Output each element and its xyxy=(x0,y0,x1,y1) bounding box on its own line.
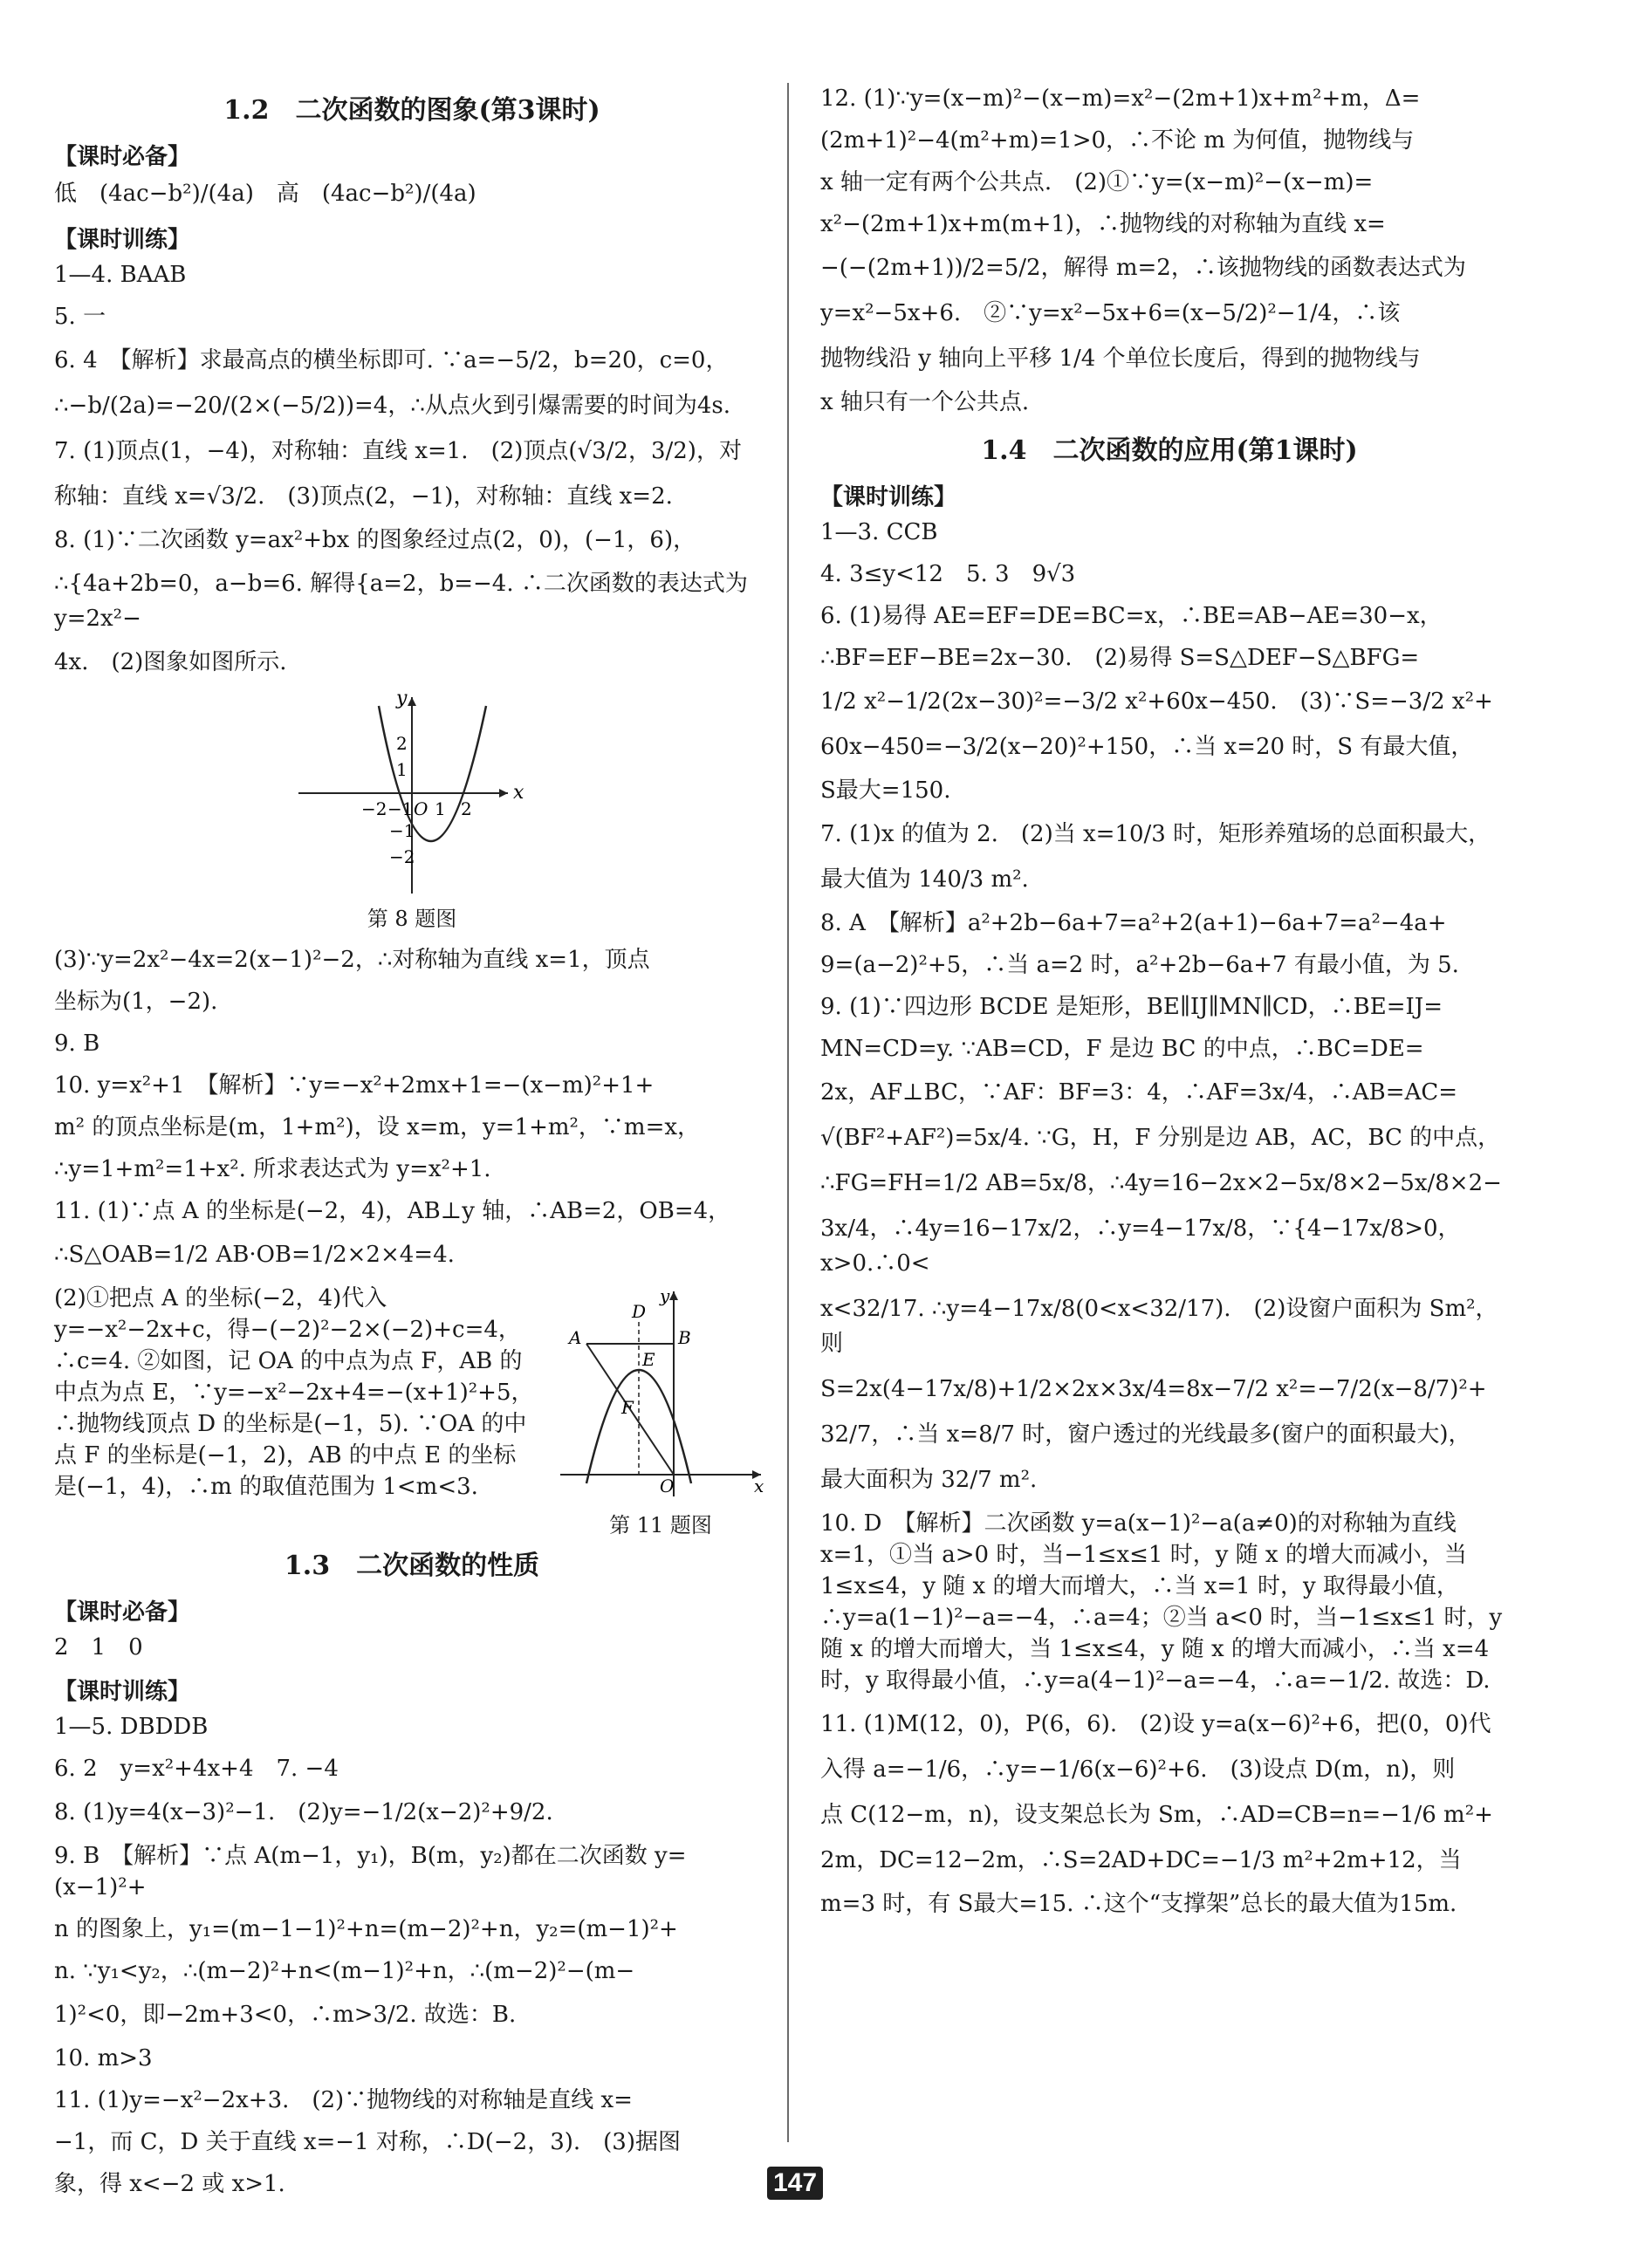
answer-line: n 的图象上，y₁=(m−1−1)²+n=(m−2)²+n，y₂=(m−1)²+ xyxy=(54,1916,678,1942)
answer-line: 8. (1)∵二次函数 y=ax²+bx 的图象经过点(2，0)，(−1，6)， xyxy=(54,527,696,553)
label: y xyxy=(660,1285,670,1306)
label: D xyxy=(632,1301,647,1322)
answer-line: 10. m>3 xyxy=(54,2045,153,2071)
answer-line: 1/2 x²−1/2(2x−30)²=−3/2 x²+60x−450. (3)∵S=−3/2 x²+ xyxy=(820,688,1493,715)
answer-line: 12. (1)∵y=(x−m)²−(x−m)=x²−(2m+1)x+m²+m，Δ= xyxy=(820,86,1421,112)
tick-y: −2 xyxy=(389,846,415,867)
tag-train: 【课时训练】 xyxy=(54,227,191,253)
answer-line: 1)²<0，即−2m+3<0，∴m>3/2. 故选：B. xyxy=(54,2002,517,2028)
answer-line: ∴FG=FH=1/2 AB=5x/8，∴4y=16−2x×2−5x/8×2−5x/8×2− xyxy=(820,1170,1502,1196)
right-column xyxy=(820,83,1518,1930)
answer-line: (3)∵y=2x²−4x=2(x−1)²−2，∴对称轴为直线 x=1，顶点 xyxy=(54,947,650,973)
tag-train: 【课时训练】 xyxy=(820,484,957,510)
tag-train: 【课时训练】 xyxy=(54,1679,191,1705)
answer-line: 2 1 0 xyxy=(54,1634,143,1661)
answer-line: x 轴一定有两个公共点. (2)①∵y=(x−m)²−(x−m)= xyxy=(820,169,1374,195)
answer-line: 8. A 【解析】a²+2b−6a+7=a²+2(a+1)−6a+7=a²−4a+ xyxy=(820,910,1447,936)
section-title-1-3: 1.3 二次函数的性质 xyxy=(284,1551,540,1581)
answer-line: 坐标为(1，−2). xyxy=(54,989,218,1015)
label: O xyxy=(660,1476,675,1496)
answer-line: 1—5. DBDDB xyxy=(54,1714,209,1740)
label: B xyxy=(678,1327,691,1348)
page-number: 147 xyxy=(767,2167,823,2200)
origin-label: O xyxy=(414,798,428,819)
tick-x: −1 xyxy=(387,798,414,819)
answer-line: ∴−b/(2a)=−20/(2×(−5/2))=4，∴从点火到引爆需要的时间为4s. xyxy=(54,393,731,419)
tag-must: 【课时必备】 xyxy=(54,1599,191,1626)
answer-line: 6. 4 【解析】求最高点的横坐标即可. ∵a=−5/2，b=20，c=0， xyxy=(54,347,729,373)
answer-line: 4x. (2)图象如图所示. xyxy=(54,649,287,675)
answer-line: 4. 3≤y<12 5. 3 9√3 xyxy=(820,561,1076,587)
answer-line: 9. B 【解析】∵点 A(m−1，y₁)，B(m，y₂)都在二次函数 y=(x−1)²+ xyxy=(54,1843,687,1900)
answer-line: 9. (1)∵四边形 BCDE 是矩形，BE∥IJ∥MN∥CD，∴BE=IJ= xyxy=(820,994,1443,1020)
answer-line: 2x，AF⊥BC，∵AF：BF=3：4，∴AF=3x/4，∴AB=AC= xyxy=(820,1079,1458,1106)
answer-line: 9=(a−2)²+5，∴当 a=2 时，a²+2b−6a+7 有最小值，为 5. xyxy=(820,952,1459,978)
answer-line: ∴S△OAB=1/2 AB·OB=1/2×2×4=4. xyxy=(54,1242,455,1268)
label: A xyxy=(569,1327,582,1348)
answer-line: √(BF²+AF²)=5x/4. ∵G，H，F 分别是边 AB，AC，BC 的中点， xyxy=(820,1125,1501,1151)
answer-line: 6. 2 y=x²+4x+4 7. −4 xyxy=(54,1756,339,1782)
figure-8-graph xyxy=(54,688,770,898)
answer-line: 3x/4，∴4y=16−17x/2，∴y=4−17x/8，∵{4−17x/8>0，x>0.∴0< xyxy=(820,1215,1461,1277)
answer-line: 入得 a=−1/6，∴y=−1/6(x−6)²+6. (3)设点 D(m，n)，则 xyxy=(820,1756,1456,1783)
answer-paragraph: (2)①把点 A 的坐标(−2，4)代入 y=−x²−2x+c，得−(−2)²−2×(−2)+c=4，∴c=4. ②如图，记 OA 的中点为点 F，AB 的中点为点 E，∵y=−x²−2x+4=−(x+1)²+5，∴抛物线顶点 D 的坐标是(−1，5). ∵OA 的中点 F 的坐标是(−1，2)，AB 的中点 E 的坐标是(−1，4)，∴m 的取值范围为 1<m<3. xyxy=(54,1285,534,1500)
section-title-1-4: 1.4 二次函数的应用(第1课时) xyxy=(981,435,1358,466)
answer-line: −1，而 C，D 关于直线 x=−1 对称，∴D(−2，3). (3)据图 xyxy=(54,2129,681,2155)
answer-line: 32/7，∴当 x=8/7 时，窗户透过的光线最多(窗户的面积最大)， xyxy=(820,1421,1471,1448)
tag-must: 【课时必备】 xyxy=(54,144,191,170)
figure-caption: 第 11 题图 xyxy=(609,1513,712,1537)
axis-y-label: y xyxy=(396,688,408,709)
label: F xyxy=(621,1397,634,1418)
answer-line: 11. (1)∵点 A 的坐标是(−2，4)，AB⊥y 轴，∴AB=2，OB=4， xyxy=(54,1198,731,1224)
answer-line: x²−(2m+1)x+m(m+1)，∴抛物线的对称轴为直线 x= xyxy=(820,211,1386,237)
tick-x: 1 xyxy=(435,798,446,819)
answer-line: 5. 一 xyxy=(54,304,106,330)
answer-line: 称轴：直线 x=√3/2. (3)顶点(2，−1)，对称轴：直线 x=2. xyxy=(54,483,673,510)
answer-line: ∴{4a+2b=0，a−b=6. 解得{a=2，b=−4. ∴二次函数的表达式为 y=2x²− xyxy=(54,571,756,632)
figure-11-block xyxy=(54,1283,770,1538)
answer-line: −(−(2m+1))/2=5/2，解得 m=2，∴该抛物线的函数表达式为 xyxy=(820,255,1466,281)
left-column xyxy=(54,83,770,2210)
answer-line: 60x−450=−3/2(x−20)²+150，∴当 x=20 时，S 有最大值， xyxy=(820,734,1474,760)
column-divider xyxy=(787,83,789,2142)
answer-line: (2m+1)²−4(m²+m)=1>0，∴不论 m 为何值，抛物线与 xyxy=(820,127,1415,154)
answer-paragraph: 10. D 【解析】二次函数 y=a(x−1)²−a(a≠0)的对称轴为直线 x=1，①当 a>0 时，当−1≤x≤1 时，y 随 x 的增大而减小，当 1≤x≤4，y 随 x 的增大而增大，∴当 x=1 时，y 取得最小值，∴y=a(1−1)²−a=−4，∴a=4；②当 a<0 时，当−1≤x≤1 时，y 随 x 的增大而增大，当 1≤x≤4，y 随 x 的增大而减小，∴当 x=4 时，y 取得最小值，∴y=a(4−1)²−a=−4，∴a=−1/2. 故选：D. xyxy=(820,1510,1510,1694)
answer-line: 点 C(12−m，n)，设支架总长为 Sm，∴AD=CB=n=−1/6 m²+ xyxy=(820,1802,1493,1828)
answer-line: m² 的顶点坐标是(m，1+m²)，设 x=m，y=1+m²，∵m=x， xyxy=(54,1114,701,1140)
answer-line: x<32/17. ∴y=4−17x/8(0<x<32/17). (2)设窗户面积为 Sm²，则 xyxy=(820,1296,1498,1357)
section-title-1-2: 1.2 二次函数的图象(第3课时) xyxy=(223,95,600,126)
answer-line: 11. (1)M(12，0)，P(6，6). (2)设 y=a(x−6)²+6，把(0，0)代 xyxy=(820,1711,1491,1737)
label: x xyxy=(754,1476,764,1496)
answer-line: 1—4. BAAB xyxy=(54,262,187,288)
answer-line: 1—3. CCB xyxy=(820,519,938,545)
figure-11 xyxy=(552,1283,770,1538)
answer-line: y=x²−5x+6. ②∵y=x²−5x+6=(x−5/2)²−1/4，∴该 xyxy=(820,300,1401,326)
answer-line: x 轴只有一个公共点. xyxy=(820,389,1030,415)
answer-line: S=2x(4−17x/8)+1/2×2x×3x/4=8x−7/2 x²=−7/2(x−8/7)²+ xyxy=(820,1376,1487,1402)
answer-line: 9. B xyxy=(54,1031,100,1057)
answer-line: m=3 时，有 S最大=15. ∴这个“支撑架”总长的最大值为15m. xyxy=(820,1891,1457,1917)
tick-x: −2 xyxy=(361,798,387,819)
answer-line: 2m，DC=12−2m，∴S=2AD+DC=−1/3 m²+2m+12，当 xyxy=(820,1847,1462,1873)
answer-line: n. ∵y₁<y₂，∴(m−2)²+n<(m−1)²+n，∴(m−2)²−(m− xyxy=(54,1958,635,1984)
axis-x-label: x xyxy=(513,782,524,804)
tick-y: 1 xyxy=(396,759,408,780)
answer-line: 11. (1)y=−x²−2x+3. (2)∵抛物线的对称轴是直线 x= xyxy=(54,2087,633,2113)
answer-line: 象，得 x<−2 或 x>1. xyxy=(54,2171,285,2197)
answer-line: 最大面积为 32/7 m². xyxy=(820,1467,1038,1493)
answer-line: 抛物线沿 y 轴向上平移 1/4 个单位长度后，得到的抛物线与 xyxy=(820,346,1421,372)
answer-line: ∴BF=EF−BE=2x−30. (2)易得 S=S△DEF−S△BFG= xyxy=(820,645,1420,671)
answer-line: 6. (1)易得 AE=EF=DE=BC=x，∴BE=AB−AE=30−x， xyxy=(820,603,1443,629)
answer-line: 8. (1)y=4(x−3)²−1. (2)y=−1/2(x−2)²+9/2. xyxy=(54,1799,553,1825)
tick-y: 2 xyxy=(396,733,408,754)
figure-8 xyxy=(54,688,770,932)
answer-line: 低 (4ac−b²)/(4a) 高 (4ac−b²)/(4a) xyxy=(54,181,476,207)
label: E xyxy=(642,1349,655,1370)
figure-caption: 第 8 题图 xyxy=(367,907,457,931)
answer-line: ∴y=1+m²=1+x². 所求表达式为 y=x²+1. xyxy=(54,1156,491,1182)
answer-line: MN=CD=y. ∵AB=CD，F 是边 BC 的中点，∴BC=DE= xyxy=(820,1036,1424,1062)
answer-line: S最大=150. xyxy=(820,777,951,804)
answer-line: 10. y=x²+1 【解析】∵y=−x²+2mx+1=−(x−m)²+1+ xyxy=(54,1072,655,1099)
answer-line: 7. (1)顶点(1，−4)，对称轴：直线 x=1. (2)顶点(√3/2，3/2)，对 xyxy=(54,438,742,464)
answer-line: 最大值为 140/3 m². xyxy=(820,866,1029,893)
tick-y: −1 xyxy=(389,820,415,841)
answer-line: 7. (1)x 的值为 2. (2)当 x=10/3 时，矩形养殖场的总面积最大， xyxy=(820,821,1491,847)
tick-x: 2 xyxy=(461,798,472,819)
figure-11-graph xyxy=(552,1283,770,1501)
